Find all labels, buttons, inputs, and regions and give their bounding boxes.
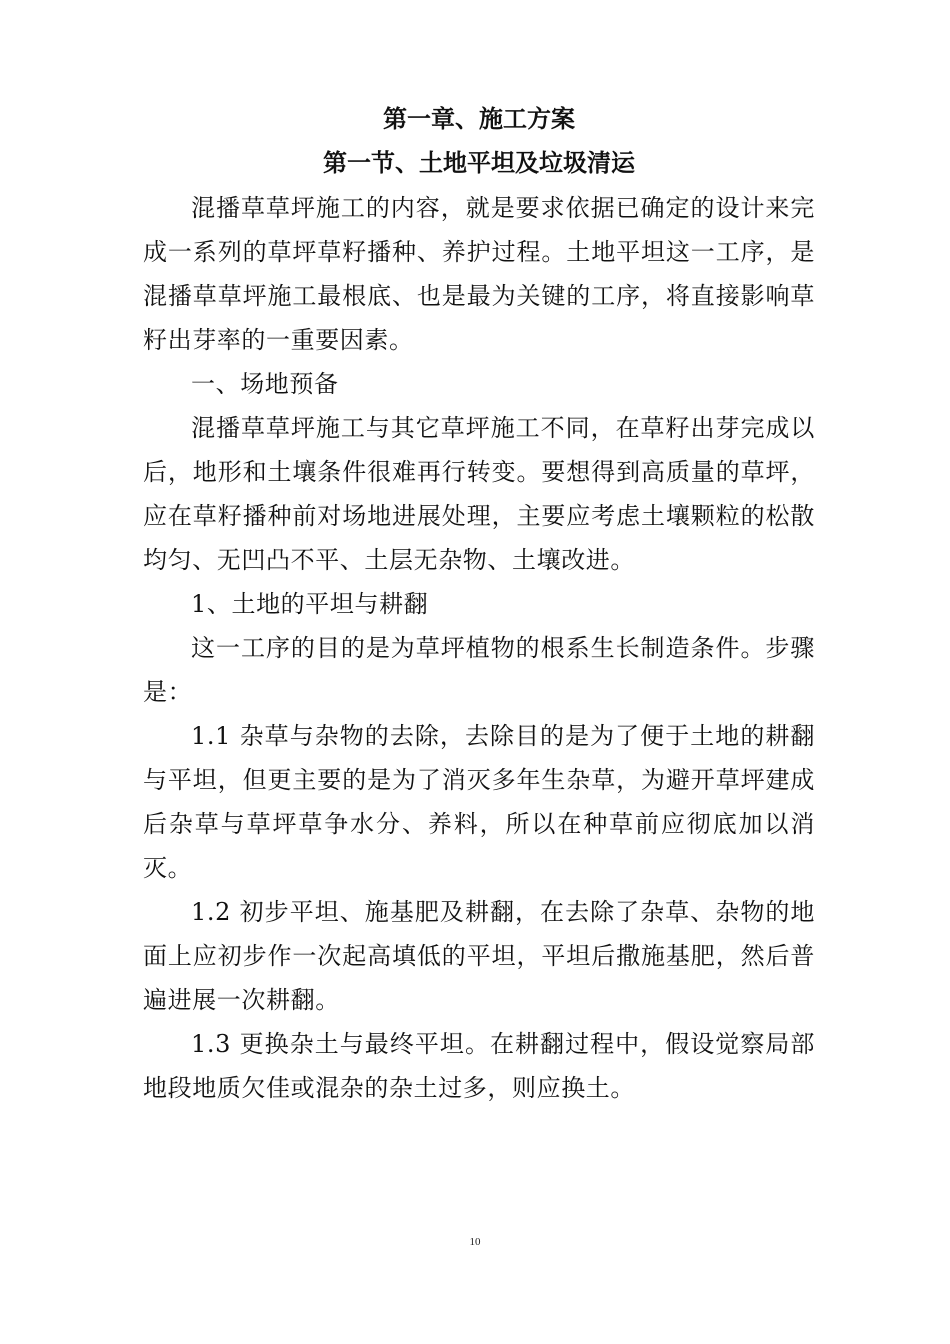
heading-leveling-tilling: 1、土地的平坦与耕翻 [191,590,429,618]
page-number: 10 [469,1236,481,1248]
paragraph-step-1-2: 1.2 初步平坦、施基肥及耕翻，在去除了杂草、杂物的地面上应初步作一次起高填低的平坦，平坦后撒施基肥，然后普遍进展一次耕翻。 [143,898,815,1014]
paragraph-intro: 混播草草坪施工的内容，就是要求依据已确定的设计来完成一系列的草坪草籽播种、养护过程。土地平坦这一工序，是混播草草坪施工最根底、也是最为关键的工序，将直接影响草籽出芽率的一重要因素。 [143,194,815,354]
paragraph-step-1-1: 1.1 杂草与杂物的去除，去除目的是为了便于土地的耕翻与平坦，但更主要的是为了消灭多年生杂草，为避开草坪建成后杂草与草坪草争水分、养料，所以在种草前应彻底加以消灭。 [143,722,815,882]
section-title: 第一节、土地平坦及垃圾清运 [323,148,635,177]
paragraph-steps-intro: 这一工序的目的是为草坪植物的根系生长制造条件。步骤是： [143,634,815,706]
paragraph-site-preparation: 混播草草坪施工与其它草坪施工不同，在草籽出芽完成以后，地形和土壤条件很难再行转变。要想得到高质量的草坪，应在草籽播种前对场地进展处理，主要应考虑土壤颗粒的松散均匀、无凹凸不平、土层无杂物、土壤改进。 [143,414,815,574]
page-content [143,98,815,1110]
paragraph-step-1-3: 1.3 更换杂土与最终平坦。在耕翻过程中，假设觉察局部地段地质欠佳或混杂的杂土过多，则应换土。 [143,1030,815,1102]
chapter-title: 第一章、施工方案 [383,104,575,133]
heading-site-preparation: 一、场地预备 [191,370,339,398]
